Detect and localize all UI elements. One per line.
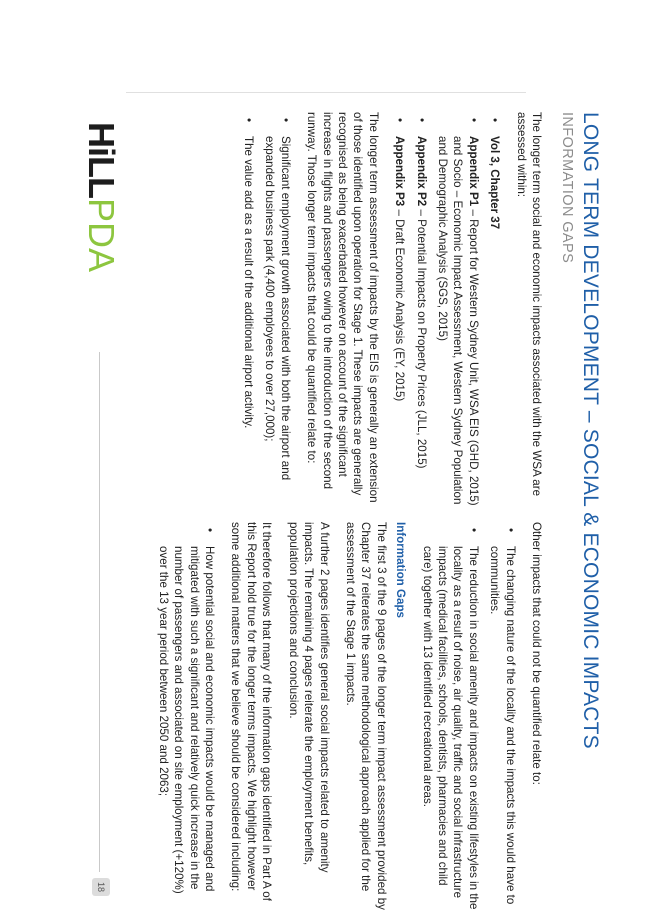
margin-rule [126, 92, 526, 93]
page-subtitle: INFORMATION GAPS [559, 112, 575, 264]
body-paragraph: It therefore follows that many of the information gaps identified in Part A of this Report hold true for the longer terms impacts. We highlight however some additional matters that we believe should be considered including: [229, 522, 274, 901]
list-item: • The value add as a result of the additional airport activity. [241, 136, 256, 508]
section-heading: Information Gaps [394, 522, 408, 618]
intro-paragraph: Other impacts that could not be quantified relate to: [530, 522, 543, 785]
intro-paragraph: The longer term social and economic impacts associated with the WSA are assessed within: [514, 112, 543, 497]
reference-item [413, 136, 428, 508]
footer-rule [99, 352, 100, 872]
page-title: LONG TERM DEVELOPMENT – SOCIAL & ECONOMIC IMPACTS [579, 112, 602, 749]
quantified-impacts-list [241, 112, 293, 508]
reference-label: Vol 3, Chapter 37 [488, 136, 502, 230]
reference-text: – Draft Economic Analysis (EY, 2015) [393, 206, 407, 402]
right-column [144, 522, 544, 914]
reference-label: Appendix P2 [414, 136, 428, 207]
reference-item [392, 136, 407, 508]
page-number: 18 [92, 878, 110, 896]
logo-hill-text: HiLL [81, 122, 122, 198]
reference-list [392, 112, 502, 508]
hillpda-logo [82, 122, 120, 272]
list-item: • How potential social and economic impacts would be managed and mitigated with such a significant and relatively quick increase in the number of passengers and associated on site employment (+120%) over the 13 year period between 2050 and 2063; [155, 546, 217, 914]
body-paragraph: A further 2 pages identifies general social impacts related to amenity impacts. The remaining 4 pages reiterate the employment benefits, population projections and conclusion. [286, 522, 331, 873]
reference-item [435, 136, 481, 508]
reference-text: – Report for Western Sydney Unit, WSA EIS (GHD, 2015) and Socio – Economic Impact Assessment, Western Sydney Population and Demographic Analysis (SGS, 2015) [435, 136, 480, 506]
unquantified-impacts-list [419, 522, 517, 914]
matters-list [155, 522, 217, 914]
list-item: • Significant employment growth associated with both the airport and expanded business park (4,400 employees to over 27,000); [262, 136, 293, 508]
reference-label: Appendix P3 [393, 136, 407, 207]
list-item: • The reduction in social amenity and impacts on existing lifestyles in the locality as a result of noise, air quality, traffic and social infrastructure impacts (medical facilities, schools, dentists, pharmacies and child care) together with 13 identified recreational areas. [419, 546, 481, 914]
document-page [66, 92, 606, 922]
left-column [230, 112, 545, 508]
reference-text: – Potential Impacts on Property Prices (JLL, 2015) [414, 206, 428, 469]
logo-pda-text: PDA [81, 197, 122, 273]
body-paragraph: The first 3 of the 9 pages of the longer term impact assessment provided by Chapter 37 reiterates the same methodological approach applied for the assessment of the Stage 1 impacts. [343, 522, 388, 910]
list-item: • The changing nature of the locality and the impacts this would have to communities. [487, 546, 518, 914]
reference-label: Appendix P1 [466, 136, 480, 207]
body-paragraph: The longer term assessment of impacts by the EIS is generally an extension of those identified upon operation for Stage 1. These impacts are generally recognised as being exacerbated however on account of the significant increase in flights and passengers owing to the introduction of the second runway. Those longer term impacts that could be quantified relate to: [305, 112, 380, 503]
reference-item [487, 136, 502, 508]
